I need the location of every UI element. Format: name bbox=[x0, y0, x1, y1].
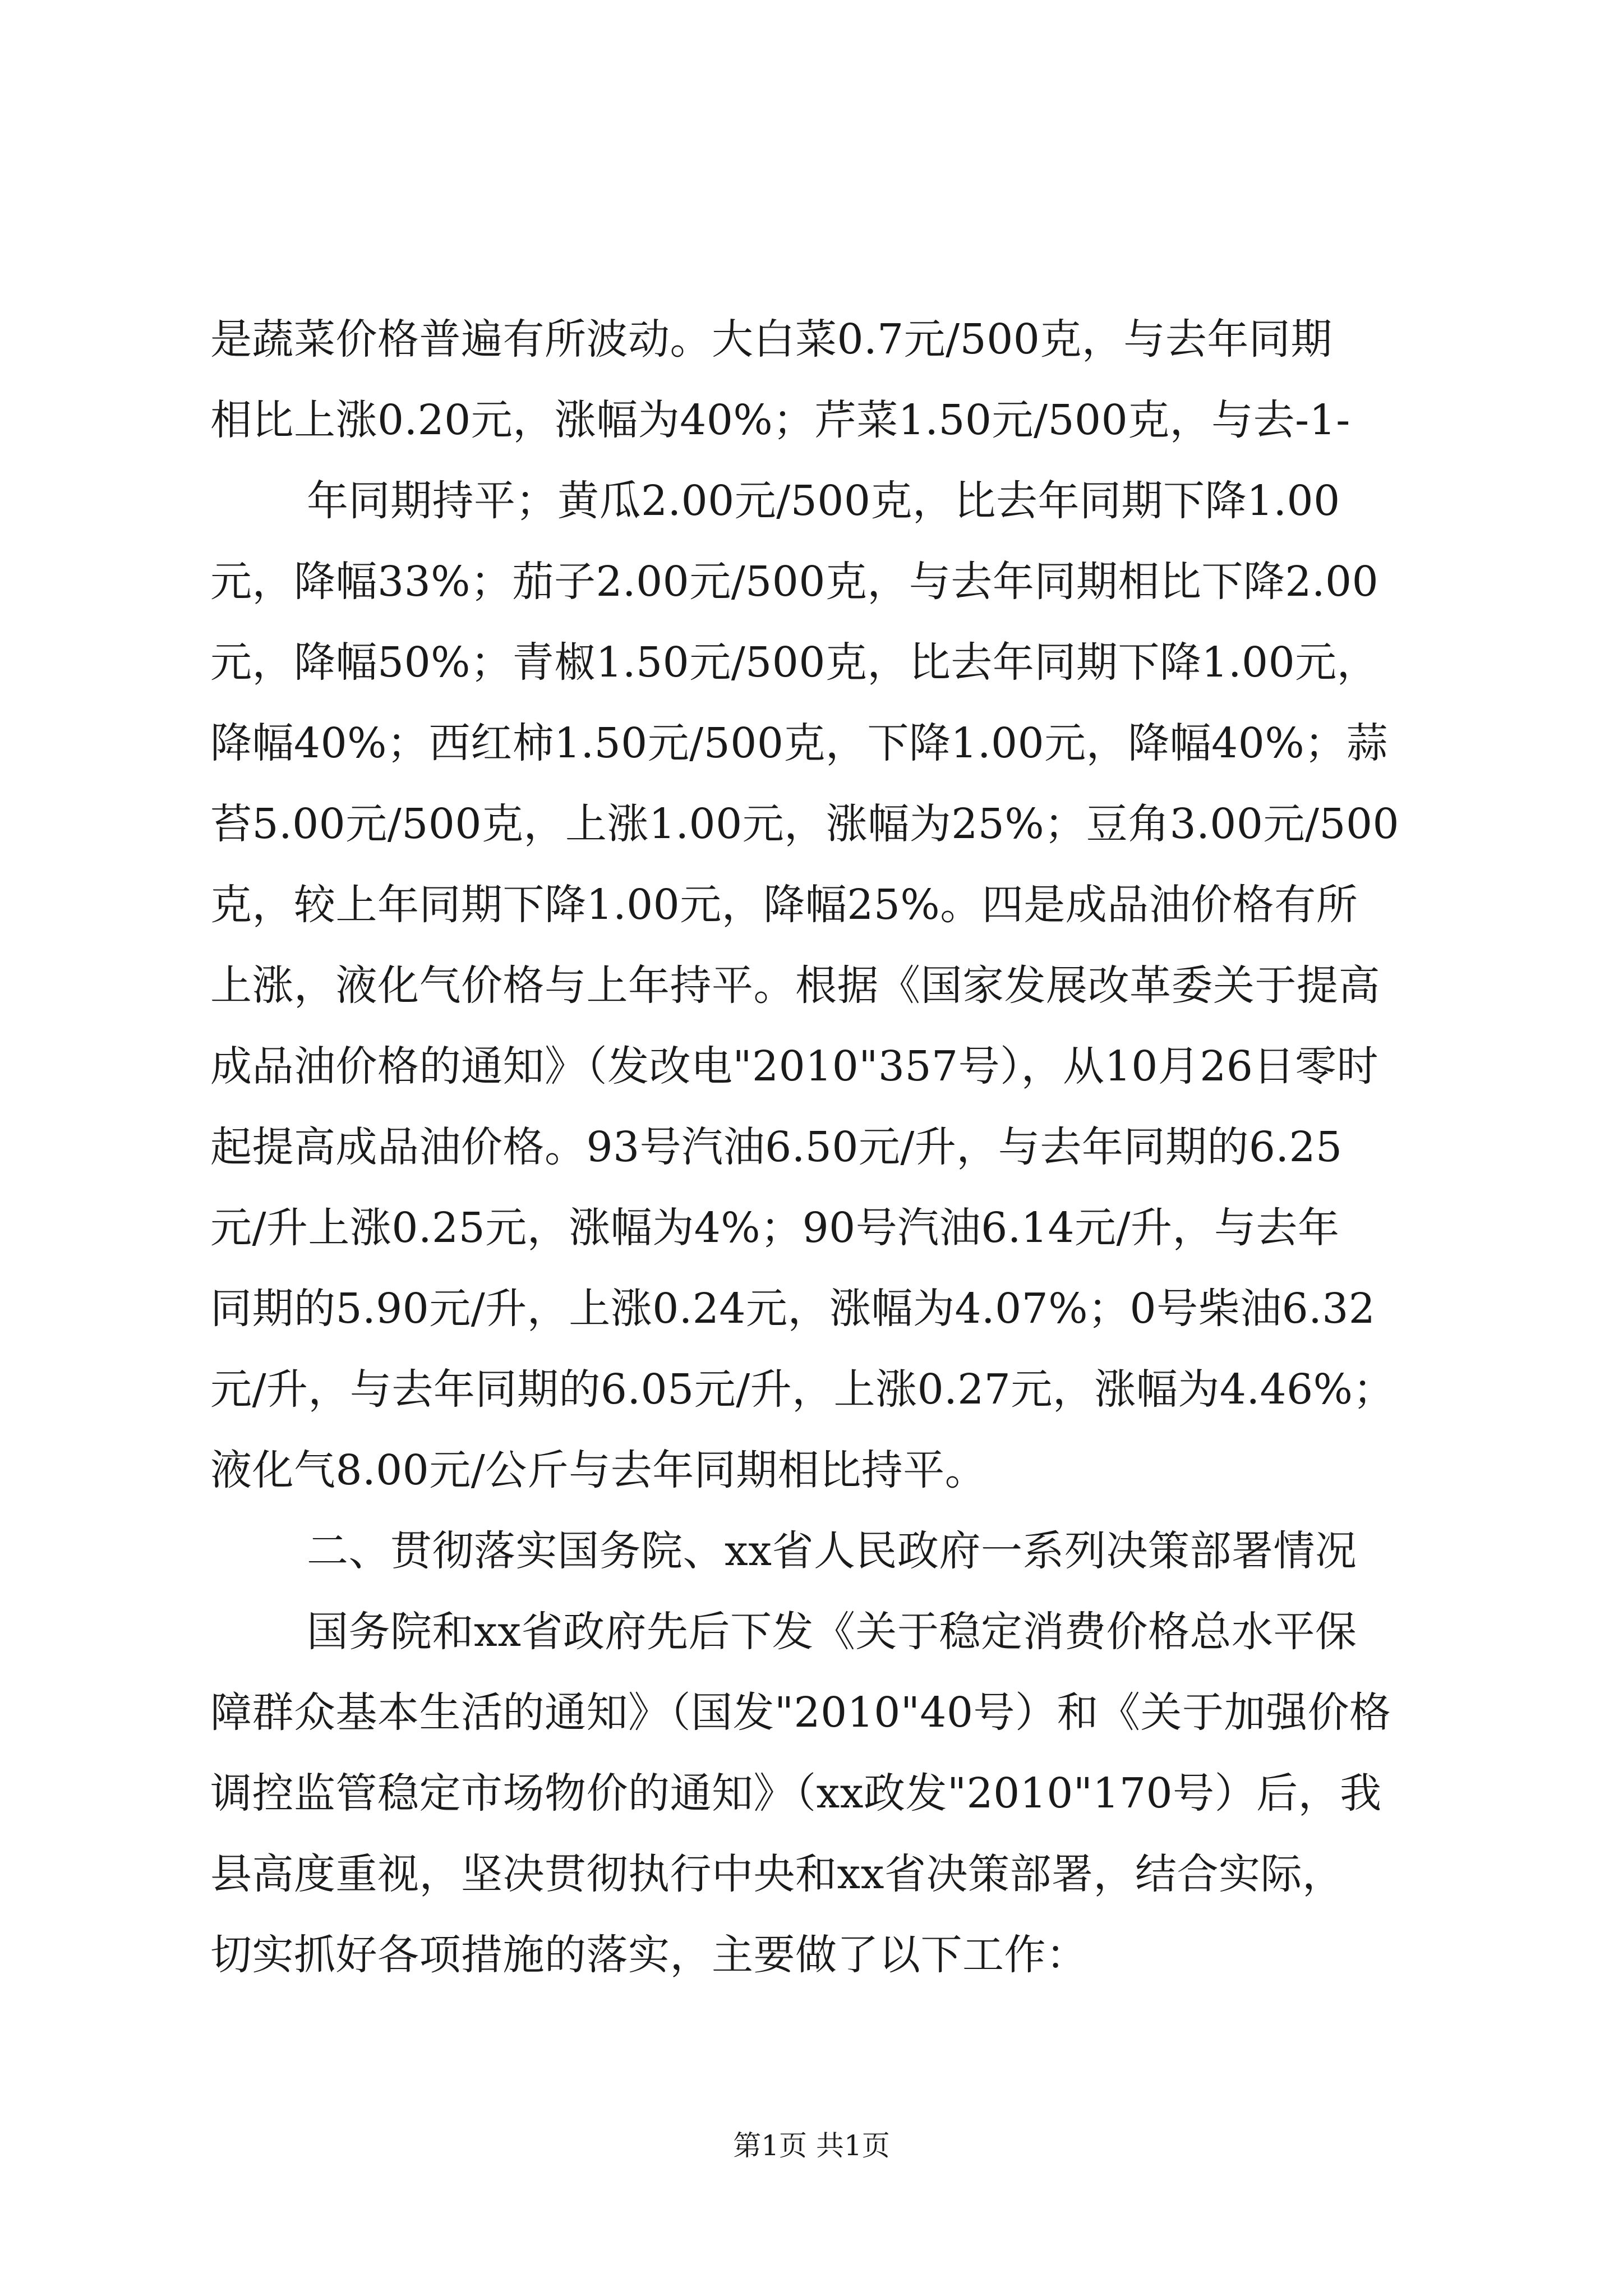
text-line: 元/升上涨0.25元，涨幅为4%；90号汽油6.14元/升，与去年 bbox=[210, 1204, 1340, 1252]
text-line: 国务院和xx省政府先后下发《关于稳定消费价格总水平保 bbox=[307, 1608, 1357, 1656]
section-heading: 二、贯彻落实国务院、xx省人民政府一系列决策部署情况 bbox=[307, 1527, 1357, 1575]
page-footer: 第1页 共1页 bbox=[733, 2129, 890, 2162]
text-line: 元，降幅50%；青椒1.50元/500克，比去年同期下降1.00元， bbox=[210, 638, 1379, 687]
text-line: 是蔬菜价格普遍有所波动。大白菜0.7元/500克，与去年同期 bbox=[210, 315, 1332, 364]
text-line: 年同期持平；黄瓜2.00元/500克，比去年同期下降1.00 bbox=[307, 477, 1340, 525]
text-line: 同期的5.90元/升，上涨0.24元，涨幅为4.07%；0号柴油6.32 bbox=[210, 1285, 1376, 1333]
text-line: 元/升，与去年同期的6.05元/升，上涨0.27元，涨幅为4.46%； bbox=[210, 1365, 1395, 1414]
text-line: 克，较上年同期下降1.00元，降幅25%。四是成品油价格有所 bbox=[210, 881, 1358, 929]
text-line: 切实抓好各项措施的落实，主要做了以下工作： bbox=[210, 1931, 1088, 1979]
text-line: 元，降幅33%；茄子2.00元/500克，与去年同期相比下降2.00 bbox=[210, 558, 1379, 606]
text-line: 成品油价格的通知》（发改电"2010"357号），从10月26日零时 bbox=[210, 1042, 1378, 1091]
text-line: 县高度重视，坚决贯彻执行中央和xx省决策部署，结合实际， bbox=[210, 1850, 1344, 1898]
text-line: 上涨，液化气价格与上年持平。根据《国家发展改革委关于提高 bbox=[210, 961, 1380, 1010]
text-line: 液化气8.00元/公斤与去年同期相比持平。 bbox=[210, 1446, 987, 1494]
text-line: 降幅40%；西红柿1.50元/500克，下降1.00元，降幅40%；蒜 bbox=[210, 719, 1389, 767]
text-line: 调控监管稳定市场物价的通知》（xx政发"2010"170号）后，我 bbox=[210, 1769, 1382, 1818]
text-line: 障群众基本生活的通知》（国发"2010"40号）和《关于加强价格 bbox=[210, 1688, 1391, 1737]
text-line: 起提高成品油价格。93号汽油6.50元/升，与去年同期的6.25 bbox=[210, 1123, 1343, 1171]
text-line: 苔5.00元/500克，上涨1.00元，涨幅为25%；豆角3.00元/500 bbox=[210, 800, 1400, 848]
text-line: 相比上涨0.20元，涨幅为40%；芹菜1.50元/500克，与去-1- bbox=[210, 396, 1350, 444]
